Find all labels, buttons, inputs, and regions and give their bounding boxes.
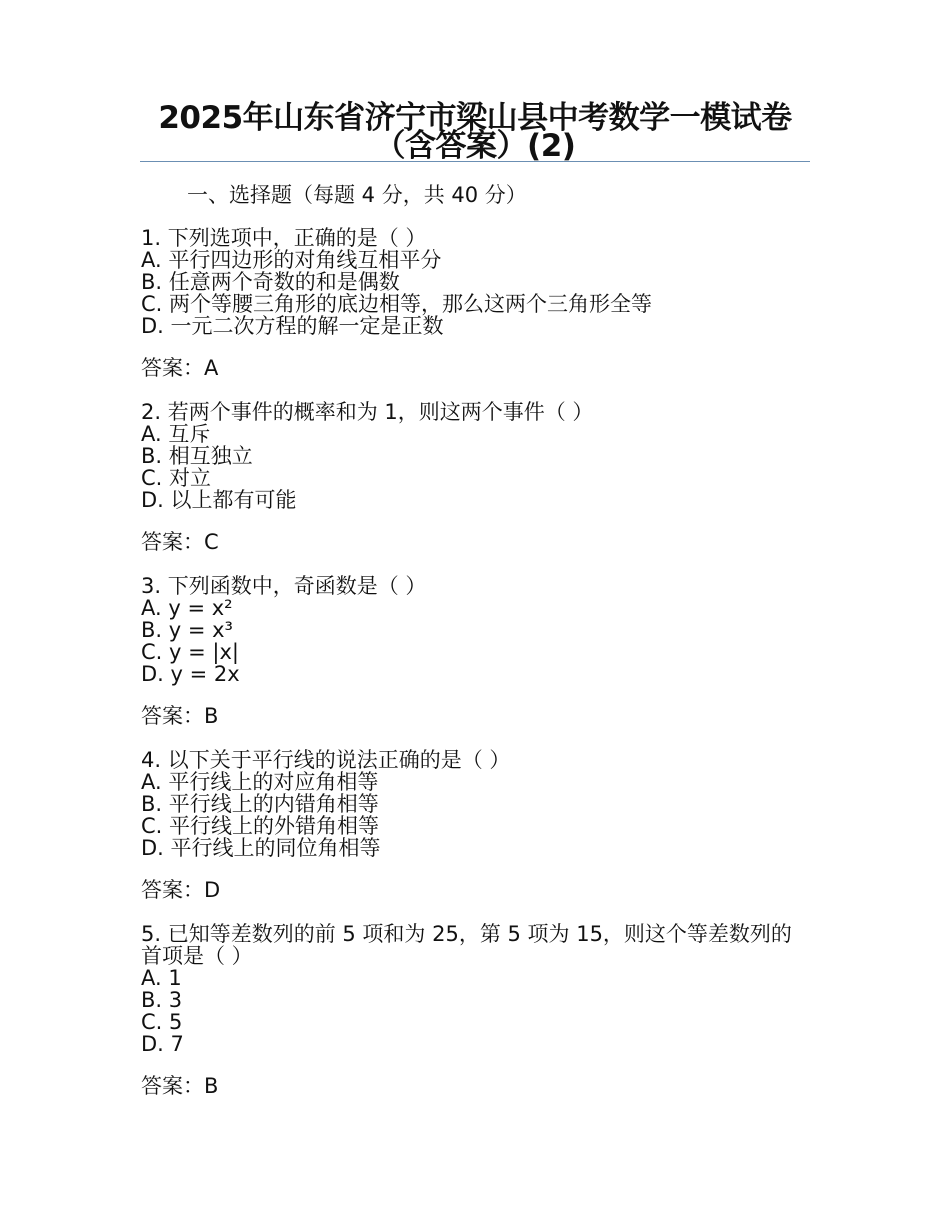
option-d: D. 7 [141, 1032, 184, 1056]
answer-line: 答案：C [141, 530, 219, 554]
option-d: D. 一元二次方程的解一定是正数 [141, 314, 444, 338]
title-divider [140, 161, 810, 162]
option-a: A. 互斥 [141, 422, 211, 446]
question-block [141, 227, 811, 381]
section-heading: 一、选择题（每题 4 分，共 40 分） [187, 183, 527, 207]
question-block [141, 923, 811, 1099]
option-d: D. 平行线上的同位角相等 [141, 836, 381, 860]
option-b: B. 任意两个奇数的和是偶数 [141, 270, 400, 294]
question-stem: 3. 下列函数中，奇函数是（ ） [141, 574, 427, 598]
option-c: C. 对立 [141, 466, 212, 490]
question-block [141, 575, 811, 729]
option-a: A. y = x² [141, 596, 233, 620]
option-c: C. 5 [141, 1010, 183, 1034]
option-a: A. 平行线上的对应角相等 [141, 770, 379, 794]
option-d: D. 以上都有可能 [141, 488, 297, 512]
option-b: B. 3 [141, 988, 183, 1012]
option-b: B. y = x³ [141, 618, 233, 642]
option-c: C. 平行线上的外错角相等 [141, 814, 380, 838]
option-d: D. y = 2x [141, 662, 240, 686]
option-c: C. 两个等腰三角形的底边相等，那么这两个三角形全等 [141, 292, 653, 316]
answer-line: 答案：D [141, 878, 221, 902]
option-b: B. 平行线上的内错角相等 [141, 792, 379, 816]
question-stem: 2. 若两个事件的概率和为 1，则这两个事件（ ） [141, 400, 594, 424]
document-title: 2025年山东省济宁市梁山县中考数学一模试卷（含答案）(2) [158, 100, 792, 164]
question-stem: 4. 以下关于平行线的说法正确的是（ ） [141, 748, 511, 772]
question-block [141, 749, 811, 903]
question-stem: 5. 已知等差数列的前 5 项和为 25，第 5 项为 15，则这个等差数列的首项是（ ） [141, 922, 792, 968]
option-a: A. 平行四边形的对角线互相平分 [141, 248, 442, 272]
question-stem: 1. 下列选项中，正确的是（ ） [141, 226, 427, 250]
answer-line: 答案：A [141, 356, 219, 380]
option-a: A. 1 [141, 966, 182, 990]
question-block [141, 401, 811, 555]
option-c: C. y = |x| [141, 640, 239, 664]
answer-line: 答案：B [141, 704, 219, 728]
answer-line: 答案：B [141, 1074, 219, 1098]
option-b: B. 相互独立 [141, 444, 253, 468]
